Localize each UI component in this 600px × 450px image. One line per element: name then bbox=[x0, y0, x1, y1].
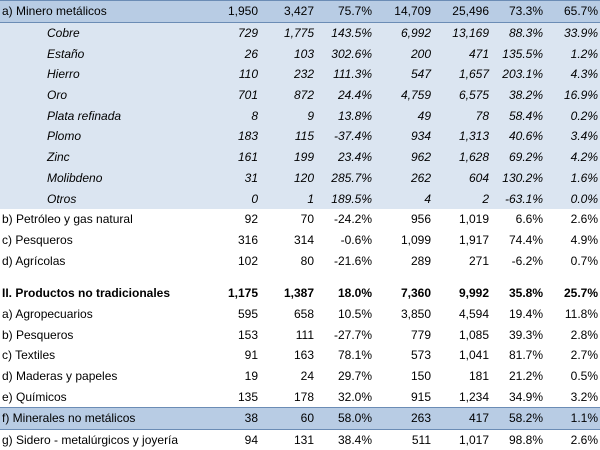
table-row bbox=[0, 126, 600, 147]
value-cell: 143.5% bbox=[316, 22, 374, 43]
value-cell: 263 bbox=[374, 408, 433, 430]
value-cell: 285.7% bbox=[316, 168, 374, 189]
table-row bbox=[0, 429, 600, 450]
value-cell: 38.4% bbox=[337, 433, 372, 448]
value-cell: 1,099 bbox=[400, 232, 431, 247]
spacer-row bbox=[0, 271, 600, 283]
row-label: Otros bbox=[0, 188, 204, 209]
value-cell: 1.6% bbox=[545, 168, 600, 189]
value-cell: 0 bbox=[204, 188, 260, 209]
value-cell: 16.9% bbox=[545, 85, 600, 106]
value-cell: 1,313 bbox=[433, 126, 491, 147]
table-body bbox=[0, 1, 600, 450]
value-cell: 316 bbox=[237, 232, 258, 247]
value-cell: 94 bbox=[244, 433, 258, 448]
value-cell: 10.5% bbox=[337, 306, 372, 321]
value-cell: 183 bbox=[204, 126, 260, 147]
value-cell: 25,496 bbox=[433, 1, 491, 23]
row-label: c) Textiles bbox=[2, 348, 56, 363]
value-cell: 19 bbox=[244, 369, 258, 384]
table-row bbox=[0, 43, 600, 64]
value-cell: 6.6% bbox=[515, 212, 543, 227]
value-cell: 872 bbox=[260, 85, 316, 106]
value-cell: 7,360 bbox=[400, 286, 431, 301]
value-cell: 35.8% bbox=[508, 286, 543, 301]
value-cell: 24 bbox=[300, 369, 314, 384]
value-cell: 39.3% bbox=[508, 327, 543, 342]
value-cell: 1,657 bbox=[433, 64, 491, 85]
row-label: Oro bbox=[0, 85, 204, 106]
value-cell: 289 bbox=[410, 253, 431, 268]
value-cell: 29.7% bbox=[337, 369, 372, 384]
table-row bbox=[0, 324, 600, 345]
row-label: c) Pesqueros bbox=[2, 232, 73, 247]
table-row bbox=[0, 366, 600, 387]
row-label: II. Productos no tradicionales bbox=[2, 286, 171, 301]
row-label: b) Petróleo y gas natural bbox=[2, 212, 133, 227]
row-label: Estaño bbox=[0, 43, 204, 64]
value-cell: -37.4% bbox=[316, 126, 374, 147]
value-cell: 6,575 bbox=[433, 85, 491, 106]
value-cell: 40.6% bbox=[491, 126, 545, 147]
value-cell: 81.7% bbox=[508, 348, 543, 363]
value-cell: 417 bbox=[433, 408, 491, 430]
value-cell: 4.3% bbox=[545, 64, 600, 85]
value-cell: 69.2% bbox=[491, 147, 545, 168]
value-cell: 14,709 bbox=[374, 1, 433, 23]
value-cell: 189.5% bbox=[316, 188, 374, 209]
value-cell: 200 bbox=[374, 43, 433, 64]
value-cell: 1,387 bbox=[283, 286, 314, 301]
value-cell: 135 bbox=[237, 389, 258, 404]
value-cell: 547 bbox=[374, 64, 433, 85]
value-cell: 91 bbox=[244, 348, 258, 363]
value-cell: 111 bbox=[295, 327, 314, 342]
value-cell: -63.1% bbox=[491, 188, 545, 209]
row-label: Plomo bbox=[0, 126, 204, 147]
value-cell: 65.7% bbox=[545, 1, 600, 23]
value-cell: 73.3% bbox=[491, 1, 545, 23]
row-label: d) Maderas y papeles bbox=[2, 369, 118, 384]
value-cell: 4.2% bbox=[545, 147, 600, 168]
row-label: Molibdeno bbox=[0, 168, 204, 189]
value-cell: 131 bbox=[293, 433, 314, 448]
table-row bbox=[0, 22, 600, 43]
table-row bbox=[0, 304, 600, 325]
row-label: b) Pesqueros bbox=[2, 327, 74, 342]
value-cell: 729 bbox=[204, 22, 260, 43]
value-cell: -27.7% bbox=[333, 327, 372, 342]
value-cell: 573 bbox=[410, 348, 431, 363]
value-cell: 1,085 bbox=[458, 327, 489, 342]
value-cell: 779 bbox=[410, 327, 431, 342]
value-cell: 8 bbox=[204, 105, 260, 126]
value-cell: 75.7% bbox=[316, 1, 374, 23]
value-cell: 658 bbox=[293, 306, 314, 321]
value-cell: 3,850 bbox=[400, 306, 431, 321]
value-cell: 1,950 bbox=[204, 1, 260, 23]
table-row bbox=[0, 85, 600, 106]
value-cell: 3.2% bbox=[570, 389, 598, 404]
value-cell: 25.7% bbox=[563, 286, 598, 301]
value-cell: 915 bbox=[410, 389, 431, 404]
value-cell: 18.0% bbox=[337, 286, 372, 301]
value-cell: 934 bbox=[374, 126, 433, 147]
table-row bbox=[0, 345, 600, 366]
value-cell: 1,234 bbox=[458, 389, 489, 404]
value-cell: 314 bbox=[293, 232, 314, 247]
value-cell: 471 bbox=[433, 43, 491, 64]
value-cell: 92 bbox=[244, 212, 258, 227]
value-cell: 604 bbox=[433, 168, 491, 189]
value-cell: 21.2% bbox=[508, 369, 543, 384]
value-cell: 102 bbox=[237, 253, 258, 268]
value-cell: 58.2% bbox=[491, 408, 545, 430]
value-cell: 163 bbox=[293, 348, 314, 363]
row-label: Hierro bbox=[0, 64, 204, 85]
table-row bbox=[0, 188, 600, 209]
value-cell: 271 bbox=[468, 253, 489, 268]
value-cell: 78.1% bbox=[337, 348, 372, 363]
value-cell: 120 bbox=[260, 168, 316, 189]
value-cell: 1,019 bbox=[458, 212, 489, 227]
value-cell: 32.0% bbox=[337, 389, 372, 404]
value-cell: 9 bbox=[260, 105, 316, 126]
row-label: d) Agrícolas bbox=[2, 253, 66, 268]
value-cell: 0.5% bbox=[570, 369, 598, 384]
value-cell: 34.9% bbox=[508, 389, 543, 404]
value-cell: 1,775 bbox=[260, 22, 316, 43]
value-cell: 3,427 bbox=[260, 1, 316, 23]
value-cell: -24.2% bbox=[333, 212, 372, 227]
value-cell: 181 bbox=[468, 369, 489, 384]
value-cell: 232 bbox=[260, 64, 316, 85]
value-cell: 111.3% bbox=[316, 64, 374, 85]
value-cell: 150 bbox=[410, 369, 431, 384]
row-label: Cobre bbox=[0, 22, 204, 43]
value-cell: 1.1% bbox=[545, 408, 600, 430]
value-cell: 178 bbox=[293, 389, 314, 404]
value-cell: 13.8% bbox=[316, 105, 374, 126]
value-cell: 130.2% bbox=[491, 168, 545, 189]
row-label: e) Químicos bbox=[2, 389, 67, 404]
value-cell: 33.9% bbox=[545, 22, 600, 43]
table-row bbox=[0, 250, 600, 271]
value-cell: 1.2% bbox=[545, 43, 600, 64]
value-cell: 110 bbox=[204, 64, 260, 85]
value-cell: 78 bbox=[433, 105, 491, 126]
value-cell: 9,992 bbox=[458, 286, 489, 301]
value-cell: 956 bbox=[410, 212, 431, 227]
table-row bbox=[0, 64, 600, 85]
table-row bbox=[0, 147, 600, 168]
value-cell: 23.4% bbox=[316, 147, 374, 168]
value-cell: 595 bbox=[237, 306, 258, 321]
value-cell: 1,041 bbox=[458, 348, 489, 363]
value-cell: 1,628 bbox=[433, 147, 491, 168]
value-cell: 511 bbox=[411, 433, 431, 448]
value-cell: 74.4% bbox=[508, 232, 543, 247]
value-cell: 24.4% bbox=[316, 85, 374, 106]
value-cell: 26 bbox=[204, 43, 260, 64]
row-label: a) Agropecuarios bbox=[2, 306, 93, 321]
value-cell: 115 bbox=[260, 126, 316, 147]
row-label: Plata refinada bbox=[0, 105, 204, 126]
value-cell: 2.8% bbox=[570, 327, 598, 342]
row-label: a) Minero metálicos bbox=[0, 1, 204, 23]
value-cell: 88.3% bbox=[491, 22, 545, 43]
value-cell: 11.8% bbox=[564, 306, 598, 321]
value-cell: 19.4% bbox=[508, 306, 543, 321]
value-cell: 6,992 bbox=[374, 22, 433, 43]
row-label: Zinc bbox=[0, 147, 204, 168]
value-cell: 302.6% bbox=[316, 43, 374, 64]
value-cell: 13,169 bbox=[433, 22, 491, 43]
value-cell: 1,175 bbox=[227, 286, 258, 301]
value-cell: -6.2% bbox=[511, 253, 543, 268]
value-cell: 0.0% bbox=[545, 188, 600, 209]
value-cell: -21.6% bbox=[333, 253, 372, 268]
row-label: f) Minerales no metálicos bbox=[0, 408, 204, 430]
value-cell: 4,594 bbox=[458, 306, 489, 321]
value-cell: 103 bbox=[260, 43, 316, 64]
value-cell: 0.7% bbox=[570, 253, 598, 268]
value-cell: 2.7% bbox=[570, 348, 598, 363]
value-cell: 49 bbox=[374, 105, 433, 126]
value-cell: 4.9% bbox=[570, 232, 598, 247]
value-cell: 4 bbox=[374, 188, 433, 209]
value-cell: 58.4% bbox=[491, 105, 545, 126]
value-cell: 262 bbox=[374, 168, 433, 189]
value-cell: 135.5% bbox=[491, 43, 545, 64]
value-cell: -0.6% bbox=[340, 232, 372, 247]
table-row bbox=[0, 283, 600, 304]
value-cell: 3.4% bbox=[545, 126, 600, 147]
value-cell: 38.2% bbox=[491, 85, 545, 106]
table-row bbox=[0, 230, 600, 251]
spacer-cell bbox=[0, 271, 600, 283]
value-cell: 153 bbox=[237, 327, 258, 342]
row-label: g) Sidero - metalúrgicos y joyería bbox=[2, 433, 179, 448]
value-cell: 161 bbox=[204, 147, 260, 168]
value-cell: 98.8% bbox=[508, 433, 543, 448]
value-cell: 31 bbox=[204, 168, 260, 189]
value-cell: 58.0% bbox=[316, 408, 374, 430]
value-cell: 70 bbox=[300, 212, 314, 227]
table-row bbox=[0, 209, 600, 230]
value-cell: 1,917 bbox=[458, 232, 489, 247]
value-cell: 199 bbox=[260, 147, 316, 168]
value-cell: 2.6% bbox=[570, 433, 598, 448]
value-cell: 1 bbox=[260, 188, 316, 209]
table-row bbox=[0, 408, 600, 430]
value-cell: 2 bbox=[433, 188, 491, 209]
value-cell: 701 bbox=[204, 85, 260, 106]
table-row bbox=[0, 168, 600, 189]
value-cell: 4,759 bbox=[374, 85, 433, 106]
table-row bbox=[0, 1, 600, 23]
table-row bbox=[0, 386, 600, 407]
value-cell: 0.2% bbox=[545, 105, 600, 126]
table-row bbox=[0, 105, 600, 126]
value-cell: 203.1% bbox=[491, 64, 545, 85]
value-cell: 962 bbox=[374, 147, 433, 168]
value-cell: 60 bbox=[260, 408, 316, 430]
value-cell: 2.6% bbox=[570, 212, 598, 227]
value-cell: 38 bbox=[204, 408, 260, 430]
value-cell: 1,017 bbox=[458, 433, 489, 448]
value-cell: 80 bbox=[300, 253, 314, 268]
